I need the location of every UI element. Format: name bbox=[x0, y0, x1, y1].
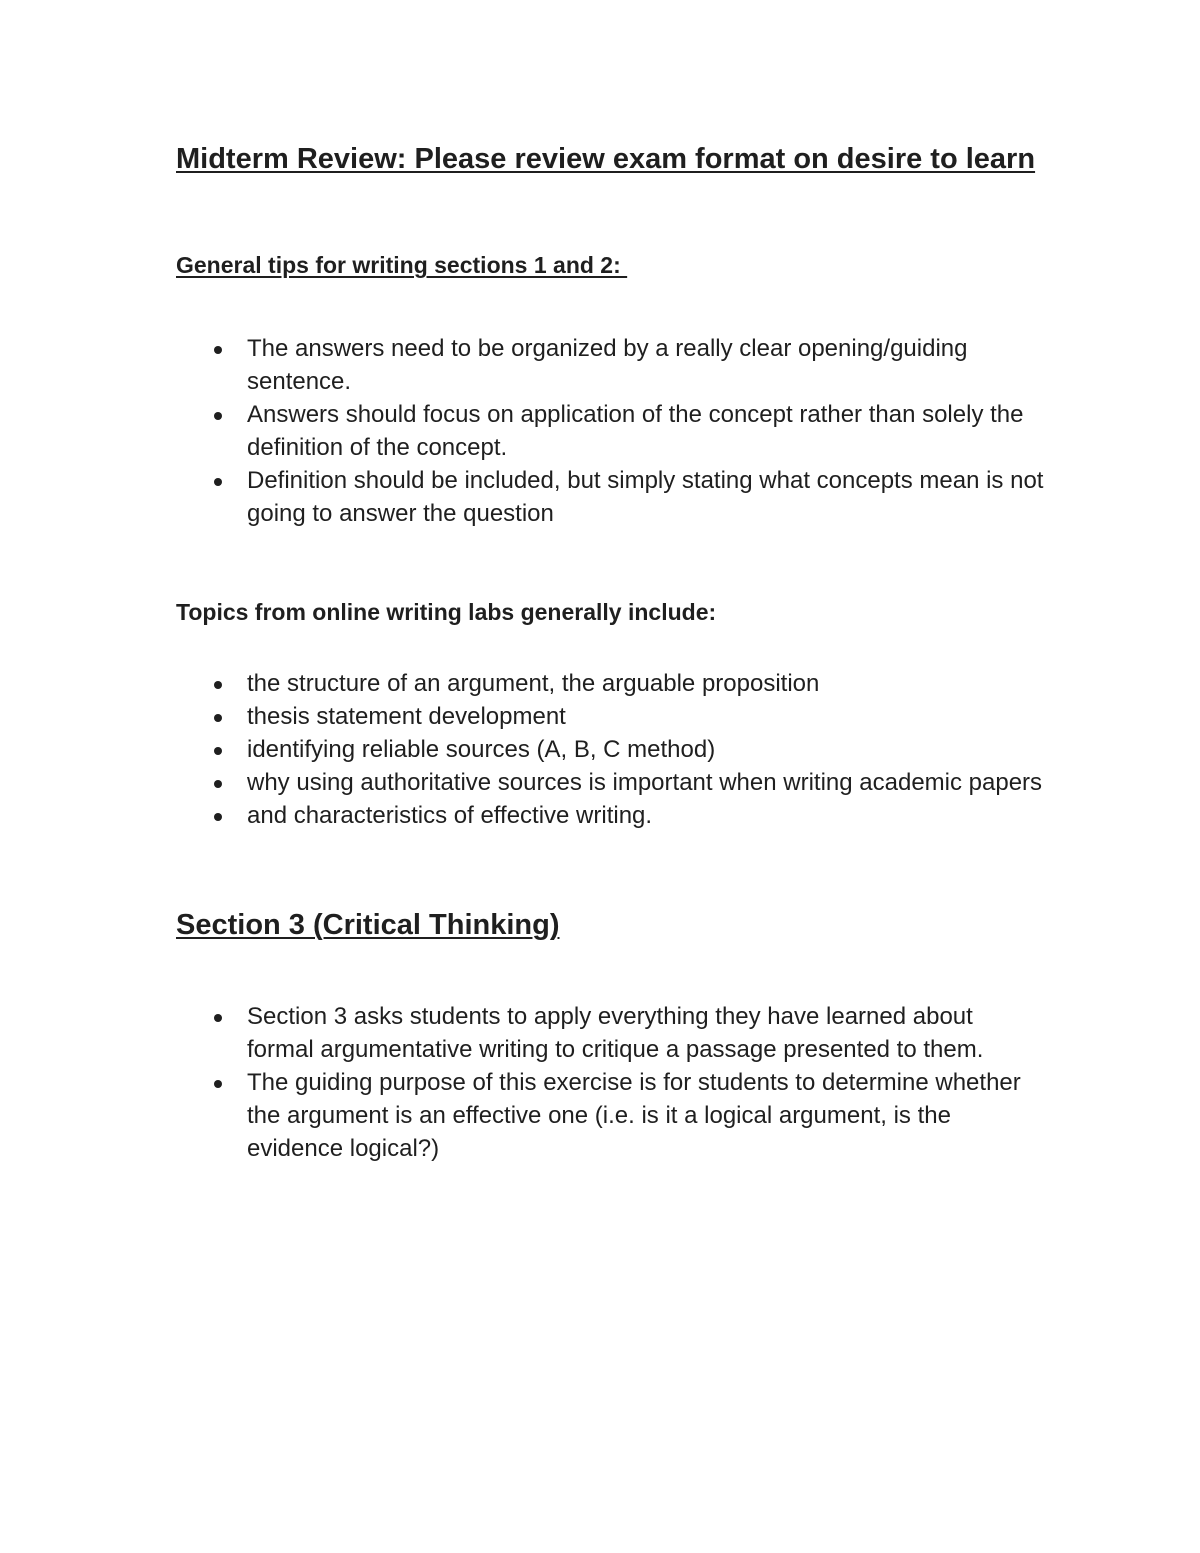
list-item bbox=[176, 733, 1046, 766]
topics-heading: Topics from online writing labs generally include: bbox=[176, 599, 717, 625]
list-item bbox=[176, 332, 1046, 398]
list-item-text: and characteristics of effective writing. bbox=[247, 802, 653, 829]
list-item bbox=[176, 1000, 1046, 1066]
bullet-icon bbox=[214, 346, 222, 354]
list-item bbox=[176, 1066, 1046, 1165]
list-item-text: Definition should be included, but simply stating what concepts mean is not going to answer the question bbox=[247, 467, 1044, 527]
bullet-icon bbox=[214, 780, 222, 788]
document-content bbox=[176, 141, 1046, 1165]
list-item-text: why using authoritative sources is important when writing academic papers bbox=[247, 769, 1043, 796]
list-item-text: Answers should focus on application of the concept rather than solely the definition of the concept. bbox=[247, 401, 1024, 461]
list-item bbox=[176, 799, 1046, 832]
section3-heading: Section 3 (Critical Thinking) bbox=[176, 909, 560, 941]
list-item bbox=[176, 464, 1046, 530]
general-tips-list bbox=[176, 332, 1046, 530]
document-title: Midterm Review: Please review exam format on desire to learn bbox=[176, 143, 1036, 175]
bullet-icon bbox=[214, 747, 222, 755]
bullet-icon bbox=[214, 714, 222, 722]
bullet-icon bbox=[214, 478, 222, 486]
bullet-icon bbox=[214, 813, 222, 821]
list-item bbox=[176, 700, 1046, 733]
list-item-text: The guiding purpose of this exercise is for students to determine whether the argument is an effective one (i.e. is it a logical argument, is the evidence logical?) bbox=[247, 1069, 1021, 1162]
bullet-icon bbox=[214, 412, 222, 420]
list-item bbox=[176, 766, 1046, 799]
list-item bbox=[176, 667, 1046, 700]
section3-list bbox=[176, 1000, 1046, 1165]
topics-list bbox=[176, 667, 1046, 832]
list-item-text: the structure of an argument, the arguable proposition bbox=[247, 670, 820, 697]
list-item bbox=[176, 398, 1046, 464]
list-item-text: identifying reliable sources (A, B, C method) bbox=[247, 736, 716, 763]
bullet-icon bbox=[214, 1014, 222, 1022]
list-item-text: Section 3 asks students to apply everything they have learned about formal argumentative writing to critique a passage presented to them. bbox=[247, 1003, 984, 1063]
list-item-text: The answers need to be organized by a really clear opening/guiding sentence. bbox=[247, 335, 968, 395]
list-item-text: thesis statement development bbox=[247, 703, 566, 730]
bullet-icon bbox=[214, 681, 222, 689]
bullet-icon bbox=[214, 1080, 222, 1088]
general-tips-heading: General tips for writing sections 1 and 2: bbox=[176, 252, 628, 278]
